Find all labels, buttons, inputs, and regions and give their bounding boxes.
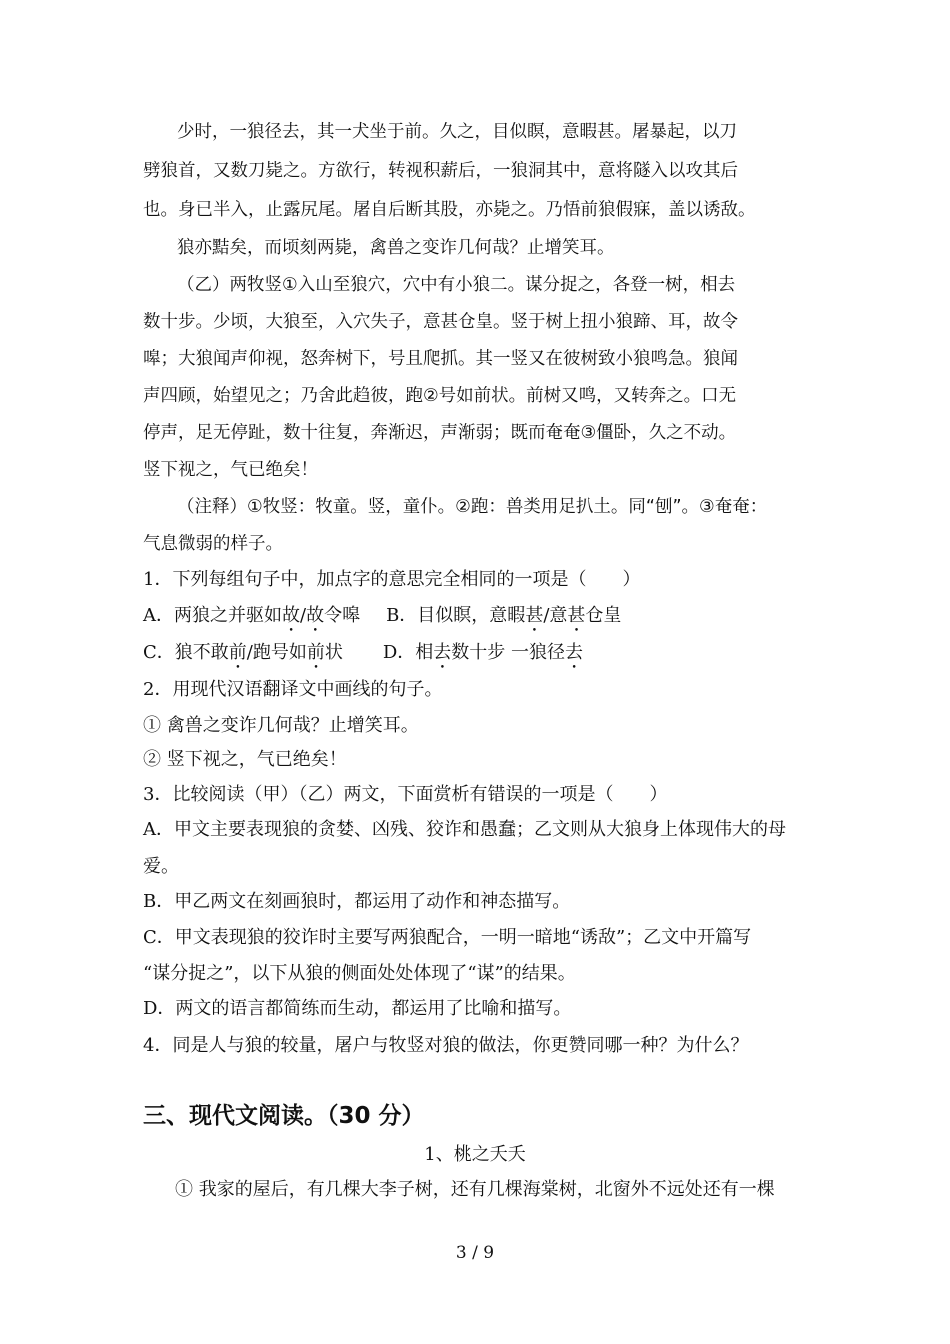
dotted-char: 甚 — [567, 605, 586, 626]
dotted-char: 去 — [565, 642, 584, 663]
question-1-options-cd — [143, 639, 823, 673]
passage-yi-line-5: 停声，足无停趾，数十往复，奔渐迟，声渐弱；既而奄奄③僵卧，久之不动。 — [143, 423, 737, 443]
question-3-option-a-line-2: 爱。 — [143, 856, 179, 877]
notes-line-2: 气息微弱的样子。 — [143, 534, 283, 554]
passage-jia-line-4: 狼亦黠矣，而顷刻两毙，禽兽之变诈几何哉？止增笑耳。 — [177, 238, 615, 258]
question-1: 1．下列每组句子中，加点字的意思完全相同的一项是（ ） — [143, 569, 641, 590]
dotted-char: 前 — [306, 642, 325, 663]
question-3: 3．比较阅读（甲）（乙）两文，下面赏析有错误的一项是（ ） — [143, 784, 668, 805]
article-title: 1、桃之夭夭 — [424, 1144, 526, 1165]
question-2-item-2: ② 竖下视之，气已绝矣！ — [143, 749, 347, 770]
question-2-item-1: ① 禽兽之变诈几何哉？止增笑耳。 — [143, 715, 419, 736]
article-paragraph-1: ① 我家的屋后，有几棵大李子树，还有几棵海棠树，北窗外不远处还有一棵 — [175, 1179, 775, 1200]
section-3-heading: 三、现代文阅读。（30 分） — [143, 1103, 425, 1129]
question-2: 2．用现代汉语翻译文中画线的句子。 — [143, 679, 443, 700]
question-1-options-ab — [143, 602, 823, 636]
passage-yi-line-3: 嗥；大狼闻声仰视，怒奔树下，号且爬抓。其一竖又在彼树致小狼鸣急。狼闻 — [143, 349, 738, 369]
question-3-option-a-line-1: A．甲文主要表现狼的贪婪、凶残、狡诈和愚蠢；乙文则从大狼身上体现伟大的母 — [143, 819, 786, 840]
notes-line-1: （注释）①牧竖：牧童。竖，童仆。②跑：兽类用足扒土。同“刨”。③奄奄： — [177, 497, 768, 517]
dotted-char: 故 — [306, 605, 325, 626]
question-3-option-c-line-2: “谋分捉之”，以下从狼的侧面处处体现了“谋”的结果。 — [143, 963, 576, 984]
question-4: 4．同是人与狼的较量，屠户与牧竖对狼的做法，你更赞同哪一种？为什么？ — [143, 1035, 749, 1056]
option-d-text: 数十步 一狼径 — [451, 642, 566, 663]
page-number: 3 / 9 — [455, 1243, 495, 1263]
option-a-text: 令嗥 — [324, 605, 361, 626]
option-c-text: 状 — [324, 642, 343, 663]
option-c-text: C．狼不敢 — [143, 642, 229, 663]
question-3-option-b: B．甲乙两文在刻画狼时，都运用了动作和神态描写。 — [143, 891, 571, 912]
passage-yi-line-4: 声四顾，始望见之；乃舍此趋彼，跑②号如前状。前树又鸣，又转奔之。口无 — [143, 386, 737, 406]
option-b-text: 仓皇 — [585, 605, 622, 626]
passage-yi-line-2: 数十步。少顷，大狼至，入穴失子，意甚仓皇。竖于树上扭小狼蹄、耳，故令 — [143, 312, 738, 332]
dotted-char: 故 — [282, 605, 300, 626]
option-a-text: A．两狼之并驱如 — [143, 605, 282, 626]
option-a-text: / — [300, 605, 307, 626]
question-3-option-d: D．两文的语言都简练而生动，都运用了比喻和描写。 — [143, 998, 572, 1019]
option-d-text: D．相 — [382, 642, 434, 663]
dotted-char: 去 — [433, 642, 452, 663]
option-b-text: B．目似瞑，意暇 — [386, 605, 526, 626]
question-3-option-c-line-1: C．甲文表现狼的狡诈时主要写两狼配合，一明一暗地“诱敌”；乙文中开篇写 — [143, 927, 752, 948]
passage-jia-line-3: 也。身已半入，止露尻尾。屠自后断其股，亦毙之。乃悟前狼假寐，盖以诱敌。 — [143, 200, 756, 220]
dotted-char: 前 — [228, 642, 247, 663]
passage-yi-line-1: （乙）两牧竖①入山至狼穴，穴中有小狼二。谋分捉之，各登一树，相去 — [177, 275, 736, 295]
option-c-text: /跑号如 — [246, 642, 307, 663]
passage-yi-line-6: 竖下视之，气已绝矣！ — [143, 460, 318, 480]
passage-jia-line-1: 少时，一狼径去，其一犬坐于前。久之，目似瞑，意暇甚。屠暴起，以刀 — [177, 122, 737, 142]
dotted-char: 甚 — [525, 605, 544, 626]
passage-jia-line-2: 劈狼首，又数刀毙之。方欲行，转视积薪后，一狼洞其中，意将隧入以攻其后 — [143, 161, 738, 181]
option-b-text: /意 — [543, 605, 568, 626]
